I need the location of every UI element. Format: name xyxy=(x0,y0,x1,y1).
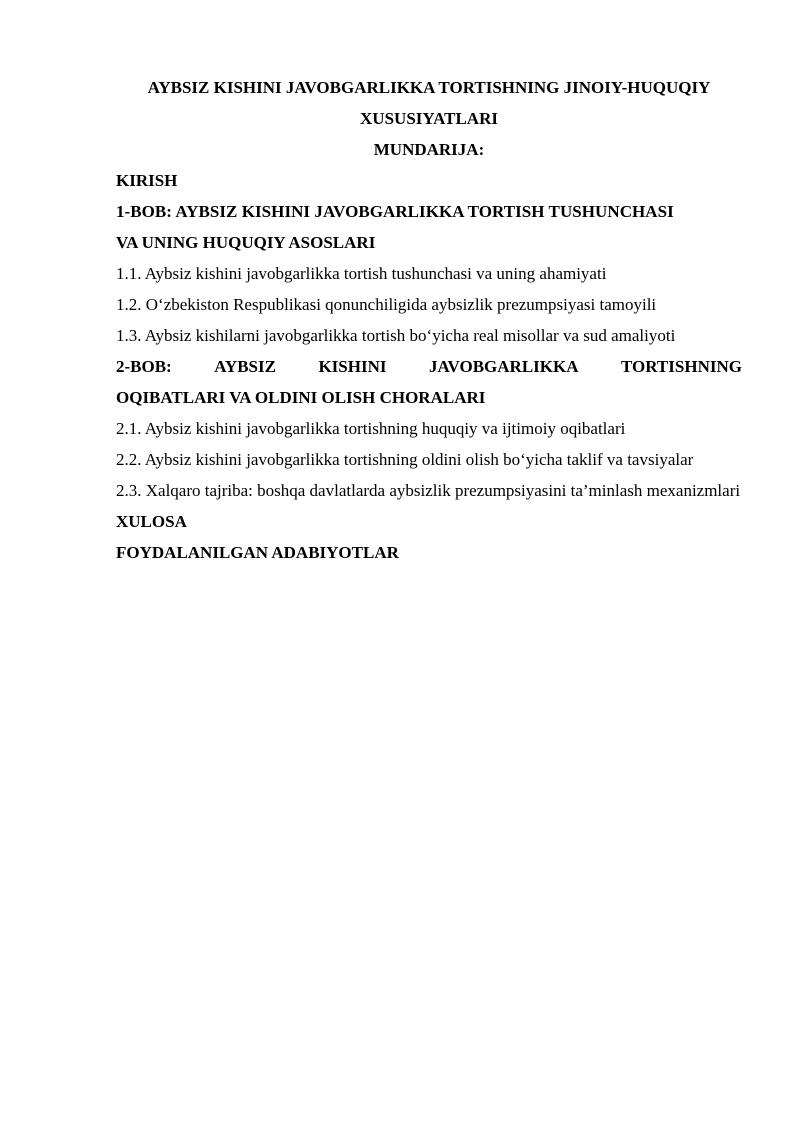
toc-item-chapter2-line1[interactable] xyxy=(116,351,742,382)
chapter2-word: KISHINI xyxy=(318,357,387,376)
document-title: AYBSIZ KISHINI JAVOBGARLIKKA TORTISHNING JINOIY-HUQUQIY XUSUSIYATLARI xyxy=(147,78,711,128)
toc-item-conclusion[interactable]: XULOSA xyxy=(116,512,187,531)
toc-item-section-1-1[interactable]: 1.1. Aybsiz kishini javobgarlikka tortish tushunchasi va uning ahamiyati xyxy=(116,264,607,283)
toc-item-section-1-3[interactable]: 1.3. Aybsiz kishilarni javobgarlikka tortish bo‘yicha real misollar va sud amaliyoti xyxy=(116,326,676,345)
chapter2-word: JAVOBGARLIKKA xyxy=(428,357,579,376)
toc-item-section-2-3[interactable]: 2.3. Xalqaro tajriba: boshqa davlatlarda aybsizlik prezumpsiyasini ta’minlash mexanizmlari xyxy=(116,481,741,500)
table-of-contents xyxy=(116,165,742,568)
chapter2-word: AYBSIZ xyxy=(214,357,276,376)
toc-item-chapter1-line1[interactable]: 1-BOB: AYBSIZ KISHINI JAVOBGARLIKKA TORTISH TUSHUNCHASI xyxy=(116,202,674,221)
toc-item-section-2-1[interactable]: 2.1. Aybsiz kishini javobgarlikka tortishning huquqiy va ijtimoiy oqibatlari xyxy=(116,419,626,438)
toc-heading: MUNDARIJA: xyxy=(373,140,485,159)
toc-item-references[interactable]: FOYDALANILGAN ADABIYOTLAR xyxy=(116,543,399,562)
document-page xyxy=(116,72,742,568)
toc-item-section-2-2[interactable]: 2.2. Aybsiz kishini javobgarlikka tortishning oldini olish bo‘yicha taklif va tavsiyalar xyxy=(116,450,694,469)
chapter2-word: 2-BOB: xyxy=(116,357,172,376)
toc-item-chapter1-line2[interactable]: VA UNING HUQUQIY ASOSLARI xyxy=(116,233,376,252)
toc-item-section-1-2[interactable]: 1.2. O‘zbekiston Respublikasi qonunchiligida aybsizlik prezumpsiyasi tamoyili xyxy=(116,295,657,314)
toc-item-chapter2-line2[interactable]: OQIBATLARI VA OLDINI OLISH CHORALARI xyxy=(116,388,486,407)
toc-item-intro[interactable]: KIRISH xyxy=(116,171,178,190)
chapter2-word: TORTISHNING xyxy=(621,357,742,376)
